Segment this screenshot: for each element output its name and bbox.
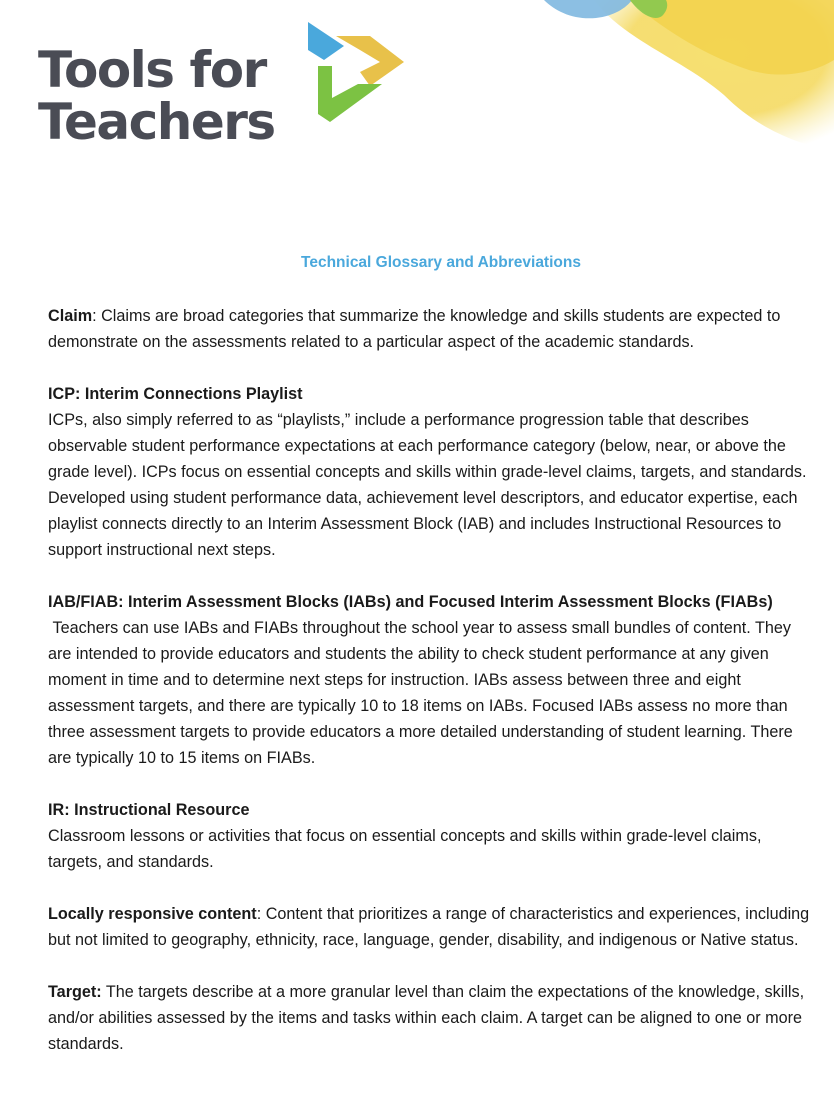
glossary-entry-ir: [48, 797, 818, 875]
glossary-definition: Content that prioritizes a range of characteristics and experiences, including but not limited to geography, ethnicity, race, language, gender, disability, and indigenous or Native status.: [48, 905, 810, 949]
term-separator: :: [256, 905, 266, 923]
logo-arrows-icon: [300, 18, 410, 128]
glossary-definition: Teachers can use IABs and FIABs throughout the school year to assess small bundles of content. They are intended to provide educators and students the ability to check student performance at any given moment in time and to determine next steps for instruction. IABs assess between three and eight assessment targets, and there are typically 10 to 18 items on IABs. Focused IABs assess no more than three assessment targets to provide educators a more detailed understanding of student learning. There are typically 10 to 15 items on FIABs.: [48, 619, 798, 767]
glossary-term: IAB/FIAB: Interim Assessment Blocks (IABs) and Focused Interim Assessment Blocks (FIABs): [48, 593, 773, 611]
watercolor-decoration: [534, 0, 834, 150]
term-separator: :: [92, 307, 102, 325]
glossary-term: Claim: [48, 307, 93, 325]
glossary-term: ICP: Interim Connections Playlist: [48, 385, 303, 403]
glossary-entry-locally-responsive: [48, 901, 818, 953]
glossary-term: IR: Instructional Resource: [48, 801, 250, 819]
glossary-definition: ICPs, also simply referred to as “playlists,” include a performance progression table that describes observable student performance expectations at each performance category (below, near, or above the grade level). ICPs focus on essential concepts and skills within grade-level claims, targets, and standards. Developed using student performance data, achievement level descriptors, and educator expertise, each playlist connects directly to an Interim Assessment Block (IAB) and includes Instructional Resources to support instructional next steps.: [48, 411, 807, 559]
tools-for-teachers-logo: [38, 18, 418, 151]
glossary: [48, 303, 818, 1083]
glossary-definition: The targets describe at a more granular level than claim the expectations of the knowledge, skills, and/or abilities assessed by the items and tasks within each claim. A target can be aligned to one or more standards.: [48, 983, 805, 1053]
logo-line-2: Teachers: [38, 93, 275, 151]
glossary-definition: Claims are broad categories that summarize the knowledge and skills students are expected to demonstrate on the assessments related to a particular aspect of the academic standards.: [48, 307, 781, 351]
page-title: Technical Glossary and Abbreviations: [301, 254, 581, 271]
glossary-entry-iab-fiab: [48, 589, 818, 771]
glossary-entry-target: [48, 979, 818, 1057]
glossary-term: Target:: [48, 983, 102, 1001]
glossary-term: Locally responsive content: [48, 905, 257, 923]
logo-wordmark: [38, 41, 275, 151]
glossary-definition: Classroom lessons or activities that focus on essential concepts and skills within grade-level claims, targets, and standards.: [48, 827, 762, 871]
glossary-entry-icp: [48, 381, 818, 563]
glossary-entry-claim: [48, 303, 818, 355]
logo-line-1: Tools for: [38, 41, 266, 99]
